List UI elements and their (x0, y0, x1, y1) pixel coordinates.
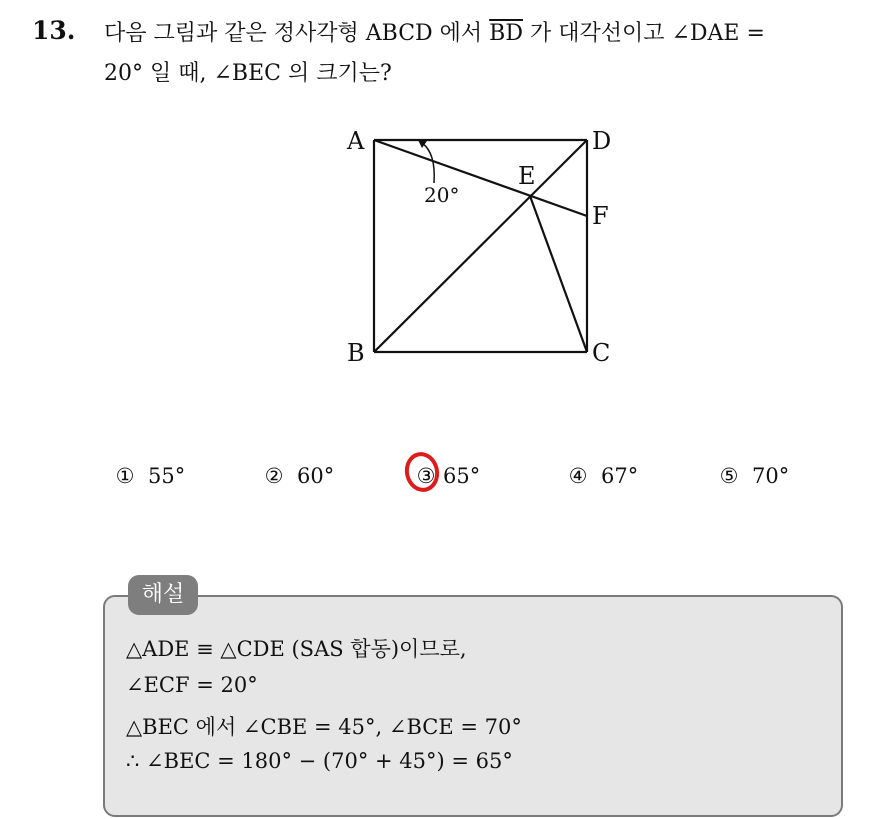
choice-number: ② (264, 464, 284, 488)
choice-5[interactable] (714, 458, 789, 494)
question-text-segment: 다음 그림과 같은 정사각형 ABCD 에서 (104, 21, 490, 46)
label-f: F (592, 202, 609, 230)
label-a: A (347, 127, 365, 155)
segment-ec (530, 196, 587, 352)
choice-4[interactable] (563, 458, 638, 494)
solution-box (103, 595, 843, 817)
choice-2[interactable] (259, 458, 334, 494)
angle-arc-arrow (422, 143, 434, 183)
label-d: D (592, 127, 612, 155)
question-text-line-1 (104, 16, 765, 47)
segment-af (374, 140, 587, 216)
question-text-segment: 가 대각선이고 ∠DAE = (522, 21, 765, 46)
label-c: C (592, 339, 611, 367)
answer-choices (0, 458, 884, 498)
question-text-line-2: 20° 일 때, ∠BEC 의 크기는? (104, 61, 392, 86)
angle-label: 20° (424, 183, 460, 207)
choice-value: 65° (443, 464, 481, 488)
choice-number: ④ (568, 464, 588, 488)
choice-number: ③ (416, 464, 436, 488)
square-figure-svg (330, 118, 630, 378)
choice-value: 70° (752, 464, 790, 488)
label-b: B (347, 339, 365, 367)
solution-line-1: △ADE ≡ △CDE (SAS 합동)이므로, (126, 637, 467, 661)
square-figure (330, 118, 630, 378)
label-e: E (518, 162, 536, 190)
choice-number: ① (115, 464, 135, 488)
choice-1[interactable] (110, 458, 185, 494)
solution-tag: 해설 (128, 575, 198, 615)
choice-value: 67° (601, 464, 639, 488)
question-number: 13. (32, 16, 76, 45)
choice-value: 55° (148, 464, 186, 488)
segment-bd-overline: $\overline{BD}$ (489, 21, 523, 46)
solution-line-4: ∴ ∠BEC = 180° − (70° + 45°) = 65° (126, 749, 513, 773)
solution-line-3: △BEC 에서 ∠CBE = 45°, ∠BCE = 70° (126, 715, 522, 739)
choice-value: 60° (297, 464, 335, 488)
choice-3[interactable] (411, 458, 480, 494)
solution-line-2: ∠ECF = 20° (126, 673, 258, 697)
choice-number: ⑤ (719, 464, 739, 488)
diagonal-bd (374, 140, 587, 352)
